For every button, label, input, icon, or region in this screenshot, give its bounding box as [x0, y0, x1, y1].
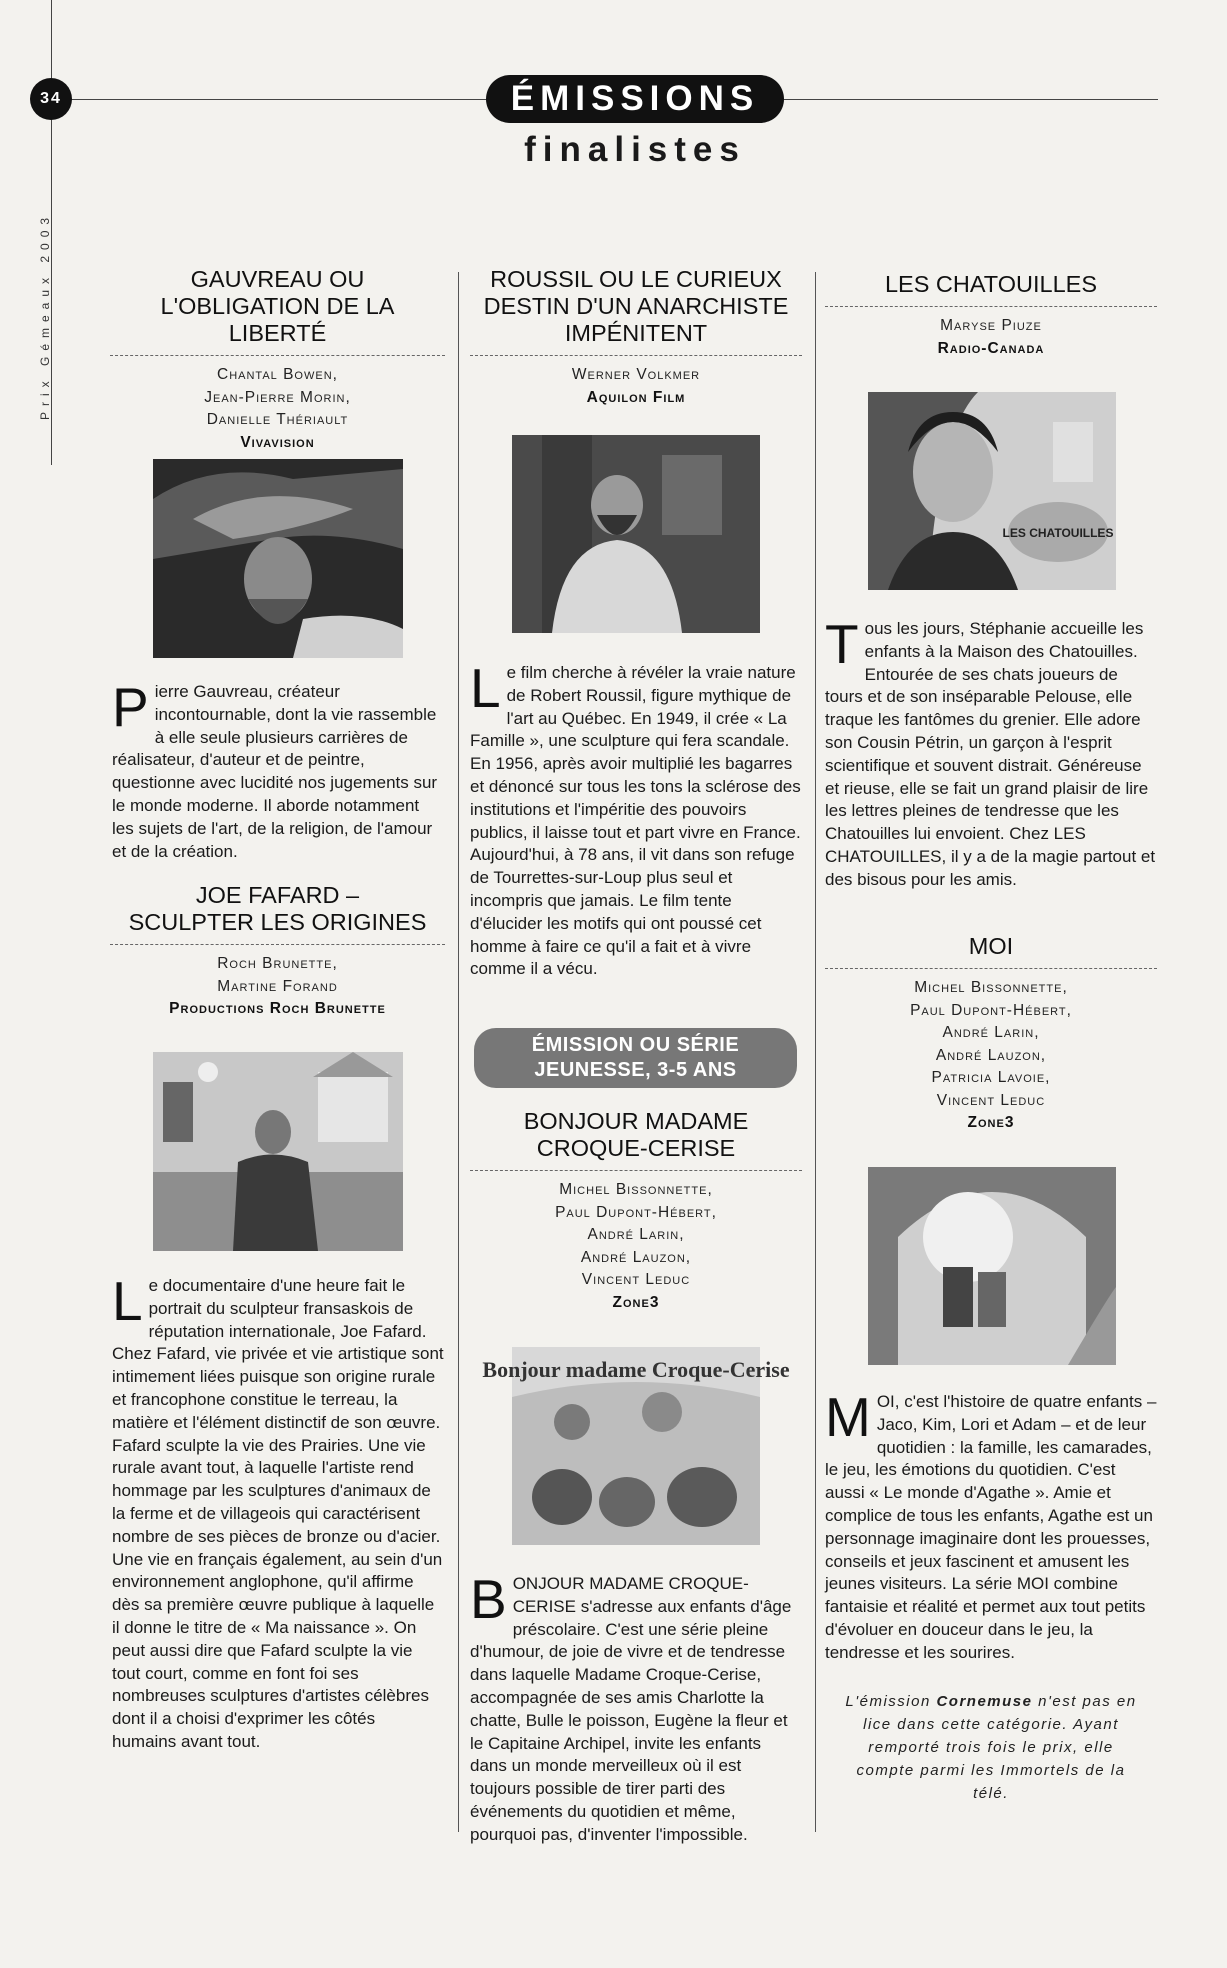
entry-title: MOI — [825, 933, 1157, 969]
entry-text-gauvreau: Pierre Gauvreau, créateur incontournable, dont la vie rassemble à elle seule plusieurs carrières de réalisateur, d'auteur et de peintre, questionne avec lucidité nos jugements sur le monde moderne. Il aborde notamment les sujets de l'art, de la religion, de l'amour et de la création. — [112, 676, 438, 861]
entry-credits: Michel Bissonnette, Paul Dupont-Hébert, André Larin, André Lauzon, Vincent Leduc Zone3 — [470, 1179, 802, 1314]
entry-company: Zone3 — [612, 1293, 660, 1311]
column-divider — [458, 272, 459, 1832]
entry-credits: Chantal Bowen, Jean-Pierre Morin, Danielle Thériault Vivavision — [110, 364, 445, 454]
cornemuse-note: L'émission Cornemuse n'est pas en lice dans cette catégorie. Ayant remporté trois fois le prix, elle compte parmi les Immortels de la télé. — [845, 1693, 1137, 1802]
entry-title: BONJOUR MADAME CROQUE-CERISE — [470, 1108, 802, 1171]
category-label: ÉMISSION OU SÉRIE JEUNESSE, 3-5 ANS — [474, 1028, 797, 1088]
entry-title: ROUSSIL OU LE CURIEUX DESTIN D'UN ANARCHISTE IMPÉNITENT — [470, 266, 802, 356]
entry-moi — [825, 933, 1157, 1135]
entry-company: Aquilon Film — [586, 388, 686, 406]
photo-caption: LES CHATOUILLES — [1002, 526, 1114, 540]
entry-company: Radio-Canada — [937, 339, 1045, 357]
entry-company: Productions Roch Brunette — [169, 1000, 386, 1017]
entry-credits: Michel Bissonnette, Paul Dupont-Hébert, André Larin, André Lauzon, Patricia Lavoie, Vincent Leduc Zone3 — [825, 977, 1157, 1135]
entry-title: JOE FAFARD – SCULPTER LES ORIGINES — [110, 882, 445, 945]
entry-credits: Roch Brunette, Martine Forand Productions Roch Brunette — [110, 953, 445, 1021]
photo-croque-cerise — [482, 1347, 790, 1545]
column-divider — [815, 272, 816, 1832]
entry-title: LES CHATOUILLES — [825, 271, 1157, 307]
entry-roussil — [470, 266, 802, 409]
side-label: Prix Gémeaux 2003 — [38, 211, 52, 420]
entry-credits: Werner Volkmer Aquilon Film — [470, 364, 802, 409]
entry-text-fafard: Le documentaire d'une heure fait le portrait du sculpteur fransaskois de réputation internationale, Joe Fafard. Chez Fafard, vie privée et vie artistique sont intimement liées puisque son origine rurale et francophone constitue le terreau, la matière et l'élément distinctif de son œuvre. Fafard sculpte la vie des Prairies. Une vie rurale avant tout, à laquelle l'artiste rend hommage par les sculptures d'animaux de la ferme et de villageois qui caractérisent nombre de ses pièces de bronze ou d'acier. Une vie en français également, au sein d'un environnement anglophone, qu'il affirme dès sa première œuvre publique à laquelle il donne le titre de « Ma naissance ». On peut aussi dire que Fafard sculpte la vie tout court, comme en font foi ses nombreuses sculptures d'artistes célèbres dont il a choisi d'exprimer les côtés humains avant tout. — [112, 1270, 444, 1751]
entry-title: GAUVREAU OU L'OBLIGATION DE LA LIBERTÉ — [110, 266, 445, 356]
page-number: 34 — [30, 78, 72, 120]
entry-company: Vivavision — [240, 433, 315, 451]
entry-text-roussil: Le film cherche à révéler la vraie nature de Robert Roussil, figure mythique de l'art au Québec. En 1949, il crée « La Famille », une sculpture qui fera scandale. En 1956, après avoir multiplié les bagarres et dénoncé sur tous les tons la sclérose des institutions et l'impéritie des pouvoirs publics, il laisse tout et part vivre en France. Aujourd'hui, à 78 ans, il vit dans son refuge de Tourrettes-sur-Loup plus seul et incompris que jamais. Le film tente d'élucider les motifs qui ont poussé cet homme à faire ce qu'il a fait et à vivre comme il a vécu. — [470, 657, 801, 979]
entry-text-croque-cerise: BONJOUR MADAME CROQUE-CERISE s'adresse aux enfants d'âge préscolaire. C'est une série pleine d'humour, de joie de vivre et de tendresse dans laquelle Madame Croque-Cerise, accompagnée de ses amis Charlotte la chatte, Bulle le poisson, Eugène la fleur et le Capitaine Archipel, invite les enfants dans un monde merveilleux où il est toujours possible de tirer parti des événements du quotidien et même, pourquoi pas, d'inventer l'impossible. — [470, 1568, 792, 1844]
photo-caption: Bonjour madame Croque-Cerise — [482, 1357, 790, 1382]
photo-chatouilles — [868, 392, 1116, 590]
photo-roussil — [512, 435, 760, 633]
photo-fafard — [153, 1052, 403, 1251]
entry-croque-cerise — [470, 1108, 802, 1314]
page-subtitle: finalistes — [524, 130, 746, 169]
entry-gauvreau — [110, 266, 445, 454]
entry-credits: Maryse Piuze Radio-Canada — [825, 315, 1157, 360]
entry-text-chatouilles: Tous les jours, Stéphanie accueille les enfants à la Maison des Chatouilles. Entourée de ses chats joueurs de tours et de son inséparable Pelouse, elle traque les fantômes du grenier. Elle adore son Cousin Pétrin, un garçon à l'esprit scientifique et souvent distrait. Généreuse et rieuse, elle se fait un grand plaisir de lire les lettres pleines de tendresse que les Chatouilles lui envoient. Chez LES CHATOUILLES, il y a de la magie partout et des bisous pour les amis. — [825, 613, 1156, 889]
entry-company: Zone3 — [967, 1114, 1015, 1131]
entry-text-moi: MOI, c'est l'histoire de quatre enfants – Jaco, Kim, Lori et Adam – et de leur quotidien : la famille, les camarades, le jeu, les émotions du quotidien. C'est aussi « Le monde d'Agathe ». Amie et complice de tous les enfants, Agathe est un personnage imaginaire dont les prouesses, conseils et jeux fascinent et amusent les jeunes visiteurs. La série MOI combine fantaisie et réalité et permet aux tout petits d'évoluer en douceur dans le jeu, la tendresse et les sourires. — [825, 1386, 1157, 1662]
photo-gauvreau — [153, 459, 403, 658]
page-title: ÉMISSIONS — [486, 75, 784, 123]
entry-chatouilles — [825, 271, 1157, 360]
entry-fafard — [110, 882, 445, 1021]
photo-moi — [868, 1167, 1116, 1365]
